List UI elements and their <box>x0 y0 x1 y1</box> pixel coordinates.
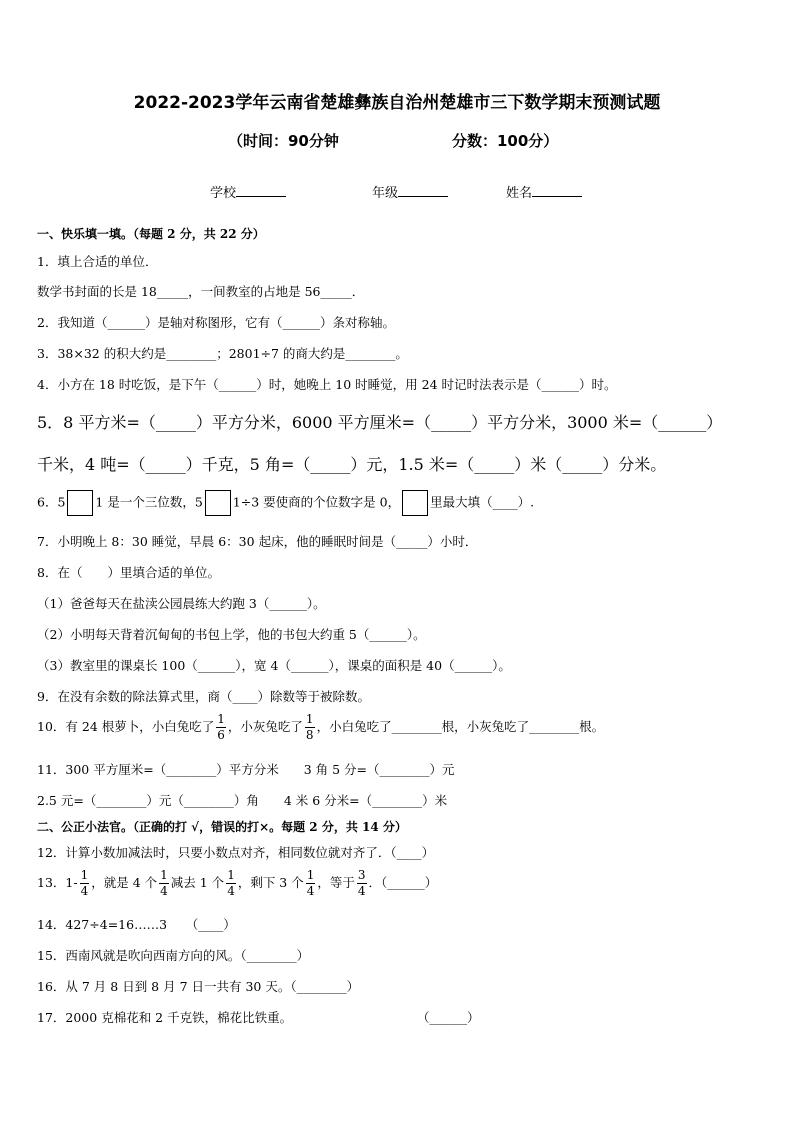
fraction: $\frac{1}{6}$ <box>217 712 225 742</box>
question-5-line-2: 千米，4 吨=（_____）千克，5 角=（_____）元，1.5 米=（_____）米（_____）分米。 <box>37 455 667 474</box>
question-8: 8．在（ ）里填合适的单位。 <box>37 565 220 580</box>
fraction: $\frac{1}{4}$ <box>227 868 235 898</box>
school-field[interactable] <box>210 182 286 201</box>
question-3: 3．38×32 的积大约是________；2801÷7 的商大约是________。 <box>37 346 408 361</box>
school-label: 学校 <box>210 186 237 201</box>
question-13: 13．1- $\frac{1}{4}$ ，就是 4 个 $\frac{1}{4}$ 减去 1 个 $\frac{1}{4}$ ，剩下 3 个 $\frac{1}{4}$ ，等于 $\frac{3}{4}$ ．（______） <box>37 868 438 898</box>
section-2-heading: 二、公正小法官。（正确的打 √，错误的打×。每题 2 分，共 14 分） <box>37 820 407 834</box>
question-1-body: 数学书封面的长是 18_____，一间教室的占地是 56_____． <box>37 284 365 299</box>
question-15: 15．西南风就是吹向西南方向的风。（________） <box>37 948 310 963</box>
name-field[interactable] <box>506 182 582 201</box>
grade-field[interactable] <box>372 182 448 201</box>
exam-score: 分数：100分） <box>452 132 559 150</box>
question-4: 4．小方在 18 时吃饭，是下午（______）时，她晚上 10 时睡觉，用 24 时记时法表示是（______）时。 <box>37 377 617 392</box>
answer-box[interactable] <box>67 490 93 516</box>
question-1: 1．填上合适的单位． <box>37 254 158 269</box>
question-8-part-2: （2）小明每天背着沉甸甸的书包上学，他的书包大约重 5（______）。 <box>37 627 426 642</box>
question-8-part-1: （1）爸爸每天在盐渎公园晨练大约跑 3（______）。 <box>37 596 326 611</box>
section-1-heading: 一、快乐填一填。（每题 2 分，共 22 分） <box>37 227 265 241</box>
fraction: $\frac{1}{4}$ <box>160 868 168 898</box>
question-12: 12．计算小数加减法时，只要小数点对齐，相同数位就对齐了．（____） <box>37 845 435 860</box>
exam-time: （时间：90分钟 <box>228 132 339 150</box>
question-5-line-1: 5．8 平方米=（_____）平方分米，6000 平方厘米=（_____）平方分米，3000 米=（______） <box>37 413 723 432</box>
question-9: 9．在没有余数的除法算式里，商（____）除数等于被除数。 <box>37 689 370 704</box>
name-label: 姓名 <box>506 186 533 201</box>
question-11-line-1: 11．300 平方厘米=（________）平方分米 3 角 5 分=（________）元 <box>37 762 455 777</box>
question-17-answer[interactable]: （______） <box>417 1010 480 1025</box>
question-17: 17．2000 克棉花和 2 千克铁，棉花比铁重。 <box>37 1010 293 1025</box>
fraction: $\frac{3}{4}$ <box>357 868 366 898</box>
question-8-part-3: （3）教室里的课桌长 100（______），宽 4（______），课桌的面积是 40（______）。 <box>37 658 511 673</box>
page-title: 2022-2023学年云南省楚雄彝族自治州楚雄市三下数学期末预测试题 <box>133 93 661 113</box>
question-2: 2．我知道（______）是轴对称图形，它有（______）条对称轴。 <box>37 315 395 330</box>
fraction: $\frac{1}{4}$ <box>80 868 89 898</box>
fraction: $\frac{1}{4}$ <box>306 868 315 898</box>
grade-label: 年级 <box>372 186 399 201</box>
question-16: 16．从 7 月 8 日到 8 月 7 日一共有 30 天。（________） <box>37 979 360 994</box>
fraction: $\frac{1}{8}$ <box>305 712 314 742</box>
question-14: 14．427÷4=16……3 （____） <box>37 917 236 932</box>
answer-box[interactable] <box>402 490 428 516</box>
question-10: 10．有 24 根萝卜，小白兔吃了 $\frac{1}{6}$ ，小灰兔吃了 $\frac{1}{8}$ ，小白兔吃了________根，小灰兔吃了________根。 <box>37 712 605 742</box>
question-7: 7．小明晚上 8：30 睡觉，早晨 6：30 起床，他的睡眠时间是（_____）小时． <box>37 534 478 549</box>
answer-box[interactable] <box>205 490 231 516</box>
question-11-line-2: 2.5 元=（________）元（________）角 4 米 6 分米=（________）米 <box>37 793 448 808</box>
question-6: 6．5 1 是一个三位数，5 1÷3 要使商的个位数字是 0， 里最大填（____）. <box>37 490 534 516</box>
